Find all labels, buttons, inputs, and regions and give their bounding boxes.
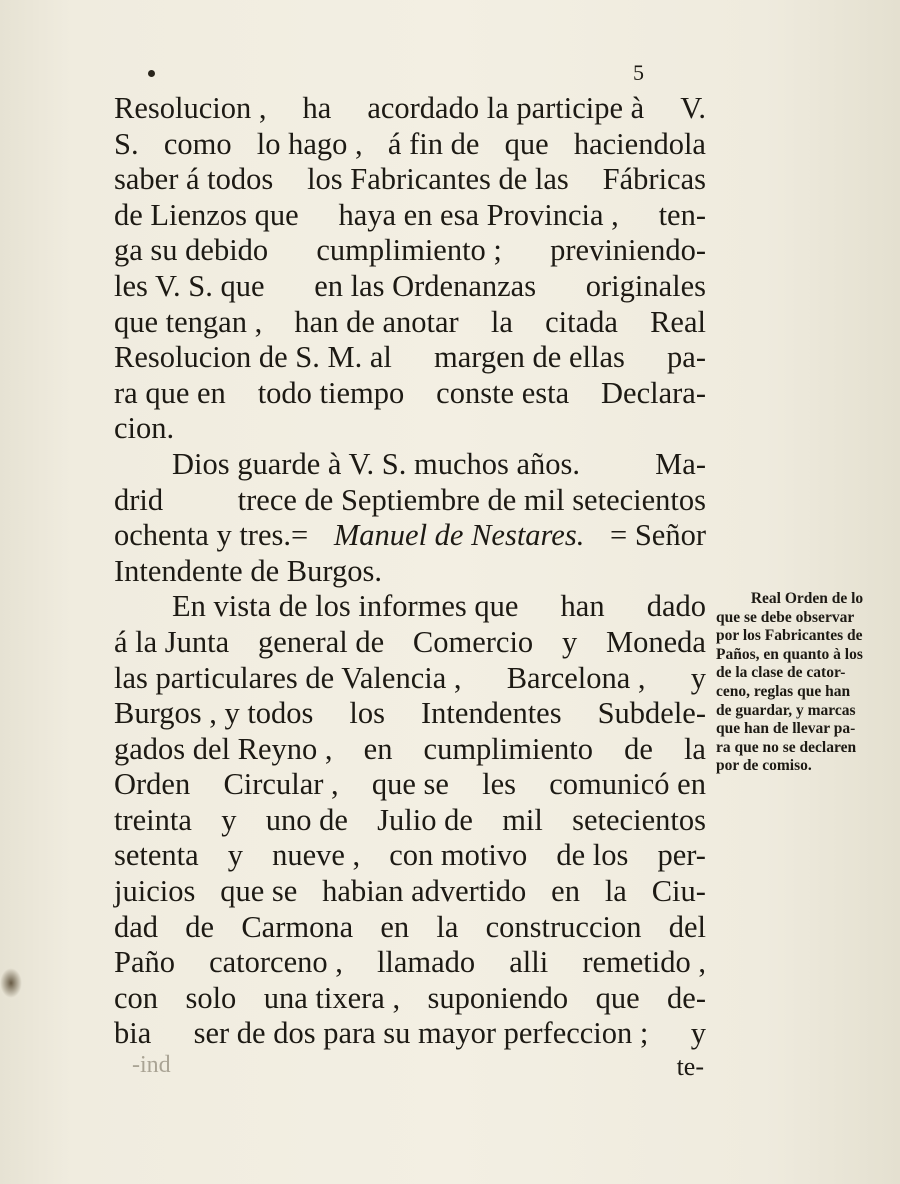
text-segment: mil — [502, 802, 543, 837]
text-line — [114, 732, 706, 768]
marginal-note — [716, 590, 898, 776]
text-segment: S. — [114, 126, 139, 161]
text-segment: cion. — [114, 411, 175, 446]
text-segment: y — [561, 624, 578, 659]
text-segment: que se — [220, 874, 298, 909]
text-segment: previniendo- — [550, 233, 706, 268]
text-line — [114, 661, 706, 697]
text-segment: V. — [680, 91, 706, 125]
text-segment: dad — [114, 909, 159, 944]
text-segment: alli — [509, 945, 549, 980]
text-segment: Circular , — [223, 767, 339, 802]
text-line — [114, 269, 706, 305]
text-segment: que — [595, 980, 640, 1015]
text-segment: nueve , — [272, 838, 361, 873]
marginal-note-line: de guardar, y marcas — [716, 701, 856, 719]
signature-mark: -ind — [132, 1052, 171, 1078]
text-segment: Moneda — [606, 624, 706, 659]
marginal-note-line: Real Orden de lo — [750, 590, 864, 607]
text-segment: y — [690, 660, 706, 695]
text-segment: Fábricas — [602, 162, 706, 197]
text-segment: en las Ordenanzas — [314, 268, 537, 303]
text-line — [114, 696, 706, 732]
text-segment: lo hago , — [256, 126, 363, 161]
text-segment: la — [436, 909, 459, 944]
text-line — [114, 233, 706, 269]
text-segment: ha — [302, 91, 332, 125]
text-line — [114, 1016, 706, 1052]
text-segment: las particulares de Valencia , — [114, 660, 462, 695]
text-segment: setecientos — [572, 802, 706, 837]
text-segment: Paño — [114, 945, 175, 980]
text-segment: per- — [657, 838, 706, 873]
text-segment: la — [604, 874, 627, 909]
text-segment: Manuel de Nestares. — [333, 518, 585, 553]
text-segment: Subdele- — [597, 696, 706, 731]
text-line — [114, 198, 706, 234]
text-segment: ser de dos para su mayor perfeccion ; — [193, 1016, 649, 1051]
text-segment: una tixera , — [263, 980, 401, 1015]
text-segment: Dios guarde à V. S. muchos años. — [172, 446, 581, 481]
text-segment: en — [551, 874, 580, 909]
marginal-note-line: ra que no se declaren — [716, 738, 857, 756]
text-line — [114, 554, 706, 590]
text-line — [114, 483, 706, 519]
text-segment: ra que en — [114, 375, 226, 410]
text-segment: y — [221, 802, 237, 837]
text-segment: que tengan , — [114, 304, 263, 339]
text-segment: Resolucion de S. M. al — [114, 340, 392, 375]
text-segment: en — [363, 731, 393, 766]
text-segment: los Fabricantes de las — [307, 162, 569, 197]
text-segment: gados del Reyno , — [114, 731, 333, 766]
text-segment: han de anotar — [294, 304, 459, 339]
text-segment: de — [624, 731, 653, 766]
text-segment: cumplimiento — [423, 731, 593, 766]
marginal-note-line: que han de llevar pa- — [716, 720, 856, 738]
text-segment: que se — [371, 767, 449, 802]
main-text-block — [114, 91, 706, 1052]
text-segment: trece de Septiembre de mil setecientos — [237, 482, 706, 517]
text-segment: conste esta — [436, 375, 570, 410]
text-segment: margen de ellas — [434, 340, 625, 375]
text-segment: haciendola — [573, 126, 706, 161]
text-segment: dado — [646, 589, 706, 624]
text-segment: solo — [185, 980, 237, 1015]
text-segment: Burgos , y todos — [114, 696, 314, 731]
text-segment: la — [683, 731, 706, 766]
text-segment: Carmona — [241, 909, 354, 944]
text-segment: comunicó en — [549, 767, 706, 802]
text-line — [114, 340, 706, 376]
text-line — [114, 981, 706, 1017]
text-segment: de los — [556, 838, 629, 873]
text-segment: haya en esa Provincia , — [338, 197, 619, 232]
text-segment: Orden — [114, 767, 191, 802]
text-segment: á fin de — [387, 126, 480, 161]
text-segment: y — [690, 1016, 706, 1051]
marginal-note-line: por los Fabricantes de — [716, 627, 863, 645]
text-line — [114, 91, 706, 127]
text-segment: Julio de — [377, 802, 473, 837]
text-segment: Ciu- — [651, 874, 706, 909]
text-line — [114, 838, 706, 874]
text-segment: Declara- — [601, 375, 706, 410]
text-segment: setenta — [114, 838, 199, 873]
text-segment: y — [227, 838, 243, 873]
text-segment: les — [482, 767, 517, 802]
text-segment: del — [668, 909, 706, 944]
text-segment: con motivo — [389, 838, 528, 873]
text-segment: uno de — [265, 802, 348, 837]
text-segment: ga su debido — [114, 233, 269, 268]
text-segment: Ma- — [655, 446, 706, 481]
text-line — [114, 625, 706, 661]
text-line — [114, 767, 706, 803]
text-segment: que — [504, 126, 549, 161]
ornament-dot — [148, 70, 155, 77]
text-line — [114, 803, 706, 839]
text-segment: cumplimiento ; — [316, 233, 502, 268]
text-line — [114, 945, 706, 981]
text-segment: suponiendo — [427, 980, 569, 1015]
text-segment: la — [490, 304, 513, 339]
text-segment: originales — [585, 268, 706, 303]
text-segment: general de — [257, 624, 385, 659]
text-segment: les V. S. que — [114, 268, 265, 303]
text-segment: Intendentes — [420, 696, 562, 731]
text-segment: citada — [545, 304, 618, 339]
text-segment: con — [114, 980, 159, 1015]
text-segment: de Lienzos que — [114, 197, 299, 232]
text-segment: de- — [667, 980, 706, 1015]
text-segment: todo tiempo — [257, 375, 405, 410]
text-segment: Barcelona , — [506, 660, 646, 695]
text-segment: construccion — [485, 909, 642, 944]
text-line — [114, 874, 706, 910]
text-segment: Resolucion , — [114, 91, 267, 125]
text-line — [114, 411, 706, 447]
text-segment: bia — [114, 1016, 152, 1051]
text-segment: llamado — [376, 945, 476, 980]
text-segment: á la Junta — [114, 624, 230, 659]
text-segment: En vista de los informes que — [172, 589, 519, 624]
text-segment: Comercio — [412, 624, 534, 659]
catchword: te- — [676, 1052, 704, 1081]
text-segment: juicios — [114, 874, 196, 909]
text-segment: acordado la participe à — [367, 91, 645, 125]
text-line — [114, 127, 706, 163]
text-segment: ten- — [658, 197, 706, 232]
marginal-note-line: ceno, reglas que han — [716, 682, 851, 700]
text-line — [114, 447, 706, 483]
marginal-note-line: Paños, en quanto à los — [716, 645, 863, 663]
marginal-note-line: por de comiso. — [716, 757, 812, 775]
text-segment: han — [560, 589, 605, 624]
page-number: 5 — [633, 60, 644, 85]
marginal-note-line: que se debe observar — [716, 608, 855, 626]
text-line — [114, 162, 706, 198]
text-line — [114, 376, 706, 412]
text-segment: Real — [650, 304, 706, 339]
text-segment: los — [349, 696, 385, 731]
text-segment: = Señor — [610, 518, 706, 553]
marginal-note-line: de la clase de cator- — [716, 664, 846, 682]
text-segment: como — [163, 126, 232, 161]
text-segment: en — [380, 909, 410, 944]
text-segment: habian advertido — [322, 874, 527, 909]
text-line — [114, 910, 706, 946]
text-segment: de — [185, 909, 215, 944]
ink-smudge — [0, 968, 22, 998]
text-line — [114, 589, 706, 625]
text-line — [114, 518, 706, 554]
text-segment: Intendente de Burgos. — [114, 553, 382, 588]
text-segment: pa- — [667, 340, 706, 375]
text-segment: drid — [114, 482, 164, 517]
text-segment: saber á todos — [114, 162, 274, 197]
text-segment: remetido , — [582, 945, 706, 980]
text-line — [114, 305, 706, 341]
text-segment: ochenta y tres.= — [114, 518, 309, 553]
text-segment: treinta — [114, 802, 192, 837]
text-segment: catorceno , — [209, 945, 343, 980]
